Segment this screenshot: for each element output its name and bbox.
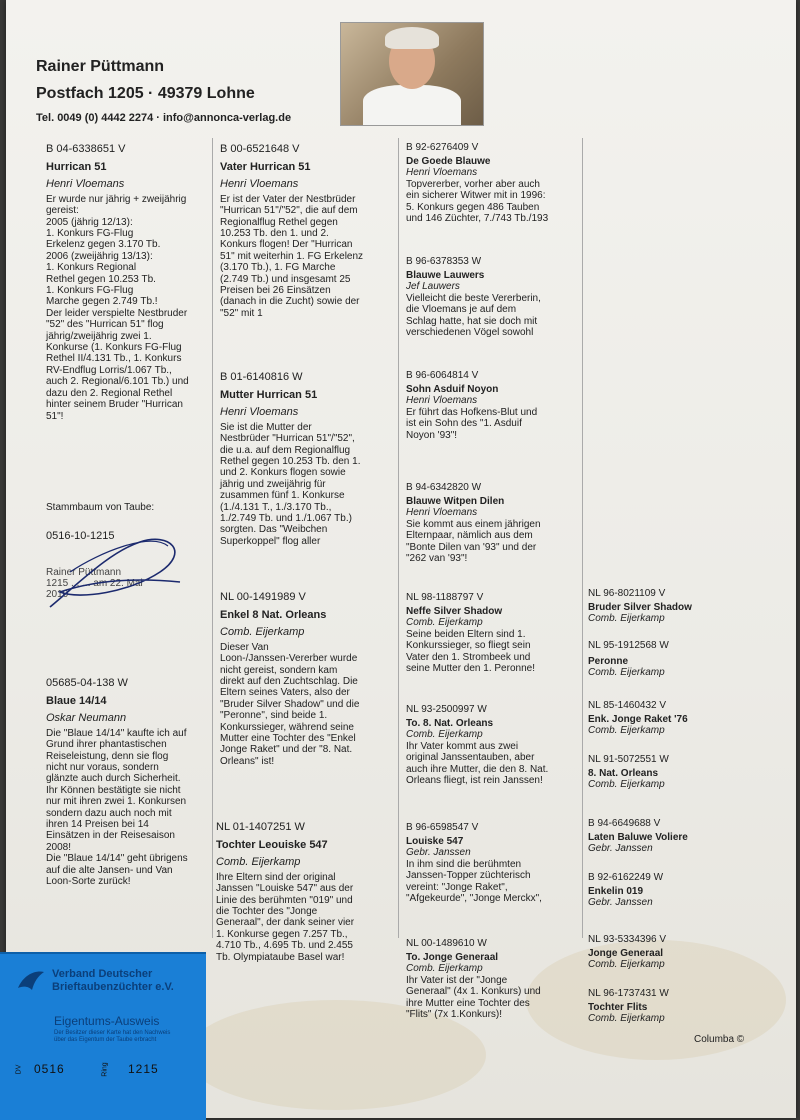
pigeon-name: Hurrican 51: [46, 160, 107, 173]
column-divider: [212, 138, 213, 938]
ring-number: B 94-6342820 W: [406, 482, 482, 493]
breeder-name: Comb. Eijerkamp: [588, 667, 665, 679]
breeder-name: Comb. Eijerkamp: [220, 626, 305, 639]
card-title: Eigentums-Ausweis: [54, 1014, 160, 1028]
stammbaum-id: 0516-10-1215: [46, 530, 115, 542]
pigeon-name: To. 8. Nat. Orleans: [406, 717, 494, 729]
breeder-name: Henri Vloemans: [46, 178, 125, 191]
pigeon-name: Tochter Leouiske 547: [216, 838, 328, 851]
pigeon-card-p12: [406, 704, 578, 786]
pigeon-card-p7: [406, 142, 578, 224]
pigeon-card-p6: [216, 822, 390, 963]
ring-number: B 96-6378353 W: [406, 256, 482, 267]
breeder-name: Gebr. Janssen: [588, 897, 653, 909]
breeder-name: Comb. Eijerkamp: [588, 779, 665, 791]
pigeon-card-p15: [588, 588, 748, 625]
ring-number: NL 91-5072551 W: [588, 754, 669, 765]
pigeon-name: To. Jonge Generaal: [406, 951, 499, 963]
pigeon-name: Laten Baluwe Voliere: [588, 831, 688, 843]
ring-number: NL 96-8021109 V: [588, 588, 666, 599]
pigeon-name: Blauwe Lauwers: [406, 269, 485, 281]
ring-number: NL 96-1737431 W: [588, 988, 669, 999]
pigeon-card-p22: [588, 988, 748, 1025]
column-divider: [582, 138, 583, 938]
owner-photo: [340, 22, 484, 126]
photo-hair: [385, 27, 439, 49]
pigeon-name: Tochter Flits: [588, 1001, 648, 1013]
pigeon-card-p9: [406, 370, 578, 441]
breeder-name: Gebr. Janssen: [406, 847, 471, 859]
breeder-name: Comb. Eijerkamp: [216, 856, 301, 869]
pigeon-name: Enkel 8 Nat. Orleans: [220, 608, 327, 621]
pigeon-card-p17: [588, 700, 748, 737]
breeder-name: Comb. Eijerkamp: [406, 617, 483, 629]
pigeon-name: Mutter Hurrican 51: [220, 388, 318, 401]
pigeon-name: Neffe Silver Shadow: [406, 605, 503, 617]
ring-number: B 94-6649688 V: [588, 818, 661, 829]
ownership-card: [0, 952, 206, 1120]
ring-number: B 92-6276409 V: [406, 142, 479, 153]
pigeon-name: De Goede Blauwe: [406, 155, 491, 167]
breeder-name: Henri Vloemans: [406, 507, 478, 519]
ring-number: B 04-6338651 V: [46, 143, 126, 155]
dove-logo-icon: [14, 964, 48, 998]
breeder-name: Comb. Eijerkamp: [588, 725, 665, 737]
credit: Columba ©: [694, 1034, 745, 1045]
ring-number: B 00-6521648 V: [220, 143, 300, 155]
breeder-name: Comb. Eijerkamp: [588, 1013, 665, 1025]
breeder-name: Henri Vloemans: [220, 406, 299, 419]
pigeon-card-p3: [220, 144, 390, 319]
breeder-name: Comb. Eijerkamp: [588, 613, 665, 625]
ring-number: NL 00-1491989 V: [220, 591, 306, 603]
pedigree-sheet: [6, 0, 796, 1118]
pigeon-name: Peronne: [588, 655, 629, 667]
ring-number: NL 01-1407251 W: [216, 821, 305, 833]
ring-number: NL 00-1489610 W: [406, 938, 487, 949]
pigeon-card-p8: [406, 256, 578, 338]
pigeon-name: Sohn Asduif Noyon: [406, 383, 499, 395]
stammbaum-signer: Rainer Püttmann 1215 ... ... am 22. Mai 2010: [46, 567, 143, 600]
pigeon-card-p16: [588, 640, 748, 679]
pigeon-name: 8. Nat. Orleans: [588, 767, 659, 779]
pigeon-card-p18: [588, 754, 748, 791]
pigeon-card-p19: [588, 818, 748, 855]
breeder-name: Comb. Eijerkamp: [406, 729, 483, 741]
ring-number: NL 93-5334396 V: [588, 934, 667, 945]
card-fineprint: Der Besitzer dieser Karte hat den Nachweis über das Eigentum der Taube erbracht: [54, 1030, 171, 1043]
ring-number: B 96-6064814 V: [406, 370, 479, 381]
pigeon-card-p14: [406, 938, 578, 1020]
pigeon-card-p21: [588, 934, 748, 971]
breeder-name: Henri Vloemans: [406, 167, 478, 179]
pigeon-description: Er wurde nur jährig + zweijährig gereist: 2005 (jährig 12/13): 1. Konkurs FG-Flug Erkelenz gegen 3.170 Tb. 2006 (zweijährig 13/13): 1. Konkurs Regional Rethel gegen 10.253 Tb. 1. Konkurs FG-Flug Marche gegen 2.749 Tb.! Der leider verspielte Nestbruder "52" des "Hurrican 51" flog jährig/zweijährig zwei 1. Konkurse (1. Konkurs FG-Flug Rethel II/4.131 Tb., 1. Konkurs RV-Endflug Lorris/1.067 Tb., auch 2. Regional/6.101 Tb.) und dazu den 2. Regional Rethel hinter seinem Bruder "Hurrican 51"!: [46, 193, 189, 422]
ring-number: B 01-6140816 W: [220, 371, 303, 383]
pigeon-name: Enk. Jonge Raket '76: [588, 713, 688, 725]
pigeon-description: In ihm sind die berühmten Janssen-Topper züchterisch vereint: "Jonge Raket", "Afgekeurde", "Jonge Merckx",: [406, 858, 542, 904]
owner-name: Rainer Püttmann: [36, 58, 165, 75]
signature: [40, 512, 200, 622]
breeder-name: Jef Lauwers: [406, 281, 460, 293]
pigeon-description: Ihr Vater ist der "Jonge Generaal" (4x 1. Konkurs) und ihre Mutter eine Tochter des "Flits" (7x 1.Konkurs)!: [406, 974, 541, 1020]
pigeon-name: Bruder Silver Shadow: [588, 601, 692, 613]
card-ring-label: Ring: [101, 1062, 109, 1077]
pigeon-description: Er ist der Vater der Nestbrüder "Hurrican 51"/"52", die auf dem Regionalflug Rethel gegen 10.253 Tb. den 1. und 2. Konkurs flogen! Der "Hurrican 51" mit weiterhin 1. FG Erkelenz (3.170 Tb.), 1. FG Marche (2.749 Tb.) und insgesamt 25 Preisen bei 26 Einsätzen (danach in die Zucht) sowie der "52" mit 1: [220, 193, 364, 319]
pigeon-name: Enkelin 019: [588, 885, 644, 897]
stammbaum-label: Stammbaum von Taube:: [46, 502, 155, 513]
pigeon-description: Sie ist die Mutter der Nestbrüder "Hurrican 51"/"52", die u.a. auf dem Regionalflug Rethel gegen 10.253 Tb. den 1. und 2. Konkurs flogen sowie jährig und zweijährig für zusammen fünf 1. Konkurse (1./4.131 T., 1./3.170 Tb., 1./2.749 Tb. und 1./1.067 Tb.) sorgten. Das "Weibchen Superkoppel" flog aller: [220, 421, 361, 547]
pigeon-card-p20: [588, 872, 748, 909]
ring-number: NL 93-2500997 W: [406, 704, 487, 715]
pigeon-description: Die "Blaue 14/14" kaufte ich auf Grund ihrer phantastischen Reiseleistung, denn sie flog nicht nur voraus, sondern glänzte auch durch Sicherheit. Ihr Können bestätigte sie nicht nur mit ihren zwei 1. Konkursen sondern dazu auch noch mit ihren 14 Preisen bei 14 Einsätzen in der Reisesaison 2008! Die "Blaue 14/14" geht übrigens auf die alte Jansen- und Van Loon-Sorte zurück!: [46, 727, 188, 888]
pigeon-card-p2: [46, 678, 208, 887]
pigeon-description: Dieser Van Loon-/Janssen-Vererber wurde nicht gereist, sondern kam direkt auf den Zuchtschlag. Die Eltern seines Vaters, also der "Bruder Silver Shadow" und die "Peronne", sind beide 1. Konkurssieger, während seine Mutter eine Tochter des "Enkel Jonge Raket" und der "8. Nat. Orleans" ist!: [220, 641, 360, 767]
card-ring-number: 1215: [128, 1062, 159, 1076]
pigeon-card-p4: [220, 372, 390, 547]
pigeon-name: Jonge Generaal: [588, 947, 664, 959]
photo-shirt: [363, 85, 461, 125]
pigeon-description: Er führt das Hofkens-Blut und ist ein Sohn des "1. Asduif Noyon '93"!: [406, 406, 538, 441]
pigeon-card-p13: [406, 822, 578, 904]
pigeon-card-p5: [220, 592, 390, 767]
owner-contact: Tel. 0049 (0) 4442 2274 · info@annonca-verlag.de: [36, 112, 292, 124]
pigeon-description: Ihr Vater kommt aus zwei original Janssentauben, aber auch ihre Mutter, die den 8. Nat. Orleans fliegt, ist rein Janssen!: [406, 740, 549, 786]
pigeon-description: Topvererber, vorher aber auch ein sicherer Witwer mit in 1996: 5. Konkurs gegen 486 Tauben und 146 Züchter, 7./743 Tb./193: [406, 178, 549, 224]
pigeon-name: Blaue 14/14: [46, 694, 107, 707]
breeder-name: Gebr. Janssen: [588, 843, 653, 855]
ring-number: B 96-6598547 V: [406, 822, 479, 833]
card-dv-number: 0516: [34, 1062, 65, 1076]
ring-number: NL 98-1188797 V: [406, 592, 484, 603]
owner-address: Postfach 1205 · 49379 Lohne: [36, 85, 255, 102]
pigeon-name: Blauwe Witpen Dilen: [406, 495, 505, 507]
pigeon-card-p11: [406, 592, 578, 674]
pigeon-card-p10: [406, 482, 578, 564]
column-divider: [398, 138, 399, 938]
pigeon-description: Sie kommt aus einem jährigen Elternpaar, nämlich aus dem "Bonte Dilen van '93" und der "262 van '93"!: [406, 518, 541, 564]
breeder-name: Comb. Eijerkamp: [588, 959, 665, 971]
breeder-name: Henri Vloemans: [220, 178, 299, 191]
pigeon-description: Ihre Eltern sind der original Janssen "Louiske 547" aus der Linie des berühmten "019" und die Tochter des "Jonge Generaal", der dank seiner vier 1. Konkurse gegen 7.257 Tb., 4.710 Tb., 4.695 Tb. und 2.455 Tb. Olympiataube Basel war!: [216, 871, 355, 963]
ring-number: B 92-6162249 W: [588, 872, 664, 883]
pigeon-description: Vielleicht die beste Vererberin, die Vloemans je auf dem Schlag hatte, hat sie doch mit verschiedenen Vögel sowohl: [406, 292, 541, 338]
card-organization: Verband Deutscher Brieftaubenzüchter e.V.: [52, 968, 174, 993]
ring-number: NL 95-1912568 W: [588, 640, 669, 651]
ring-number: 05685-04-138 W: [46, 677, 128, 689]
breeder-name: Henri Vloemans: [406, 395, 478, 407]
pigeon-name: Vater Hurrican 51: [220, 160, 311, 173]
pigeon-description: Seine beiden Eltern sind 1. Konkurssieger, so fliegt sein Vater den 1. Strombeek und seine Mutter den 1. Peronne!: [406, 628, 535, 674]
pigeon-card-p1: [46, 144, 208, 422]
breeder-name: Oskar Neumann: [46, 712, 127, 725]
pigeon-name: Louiske 547: [406, 835, 464, 847]
ring-number: NL 85-1460432 V: [588, 700, 667, 711]
breeder-name: Comb. Eijerkamp: [406, 963, 483, 975]
card-dv-label: DV: [15, 1064, 23, 1075]
